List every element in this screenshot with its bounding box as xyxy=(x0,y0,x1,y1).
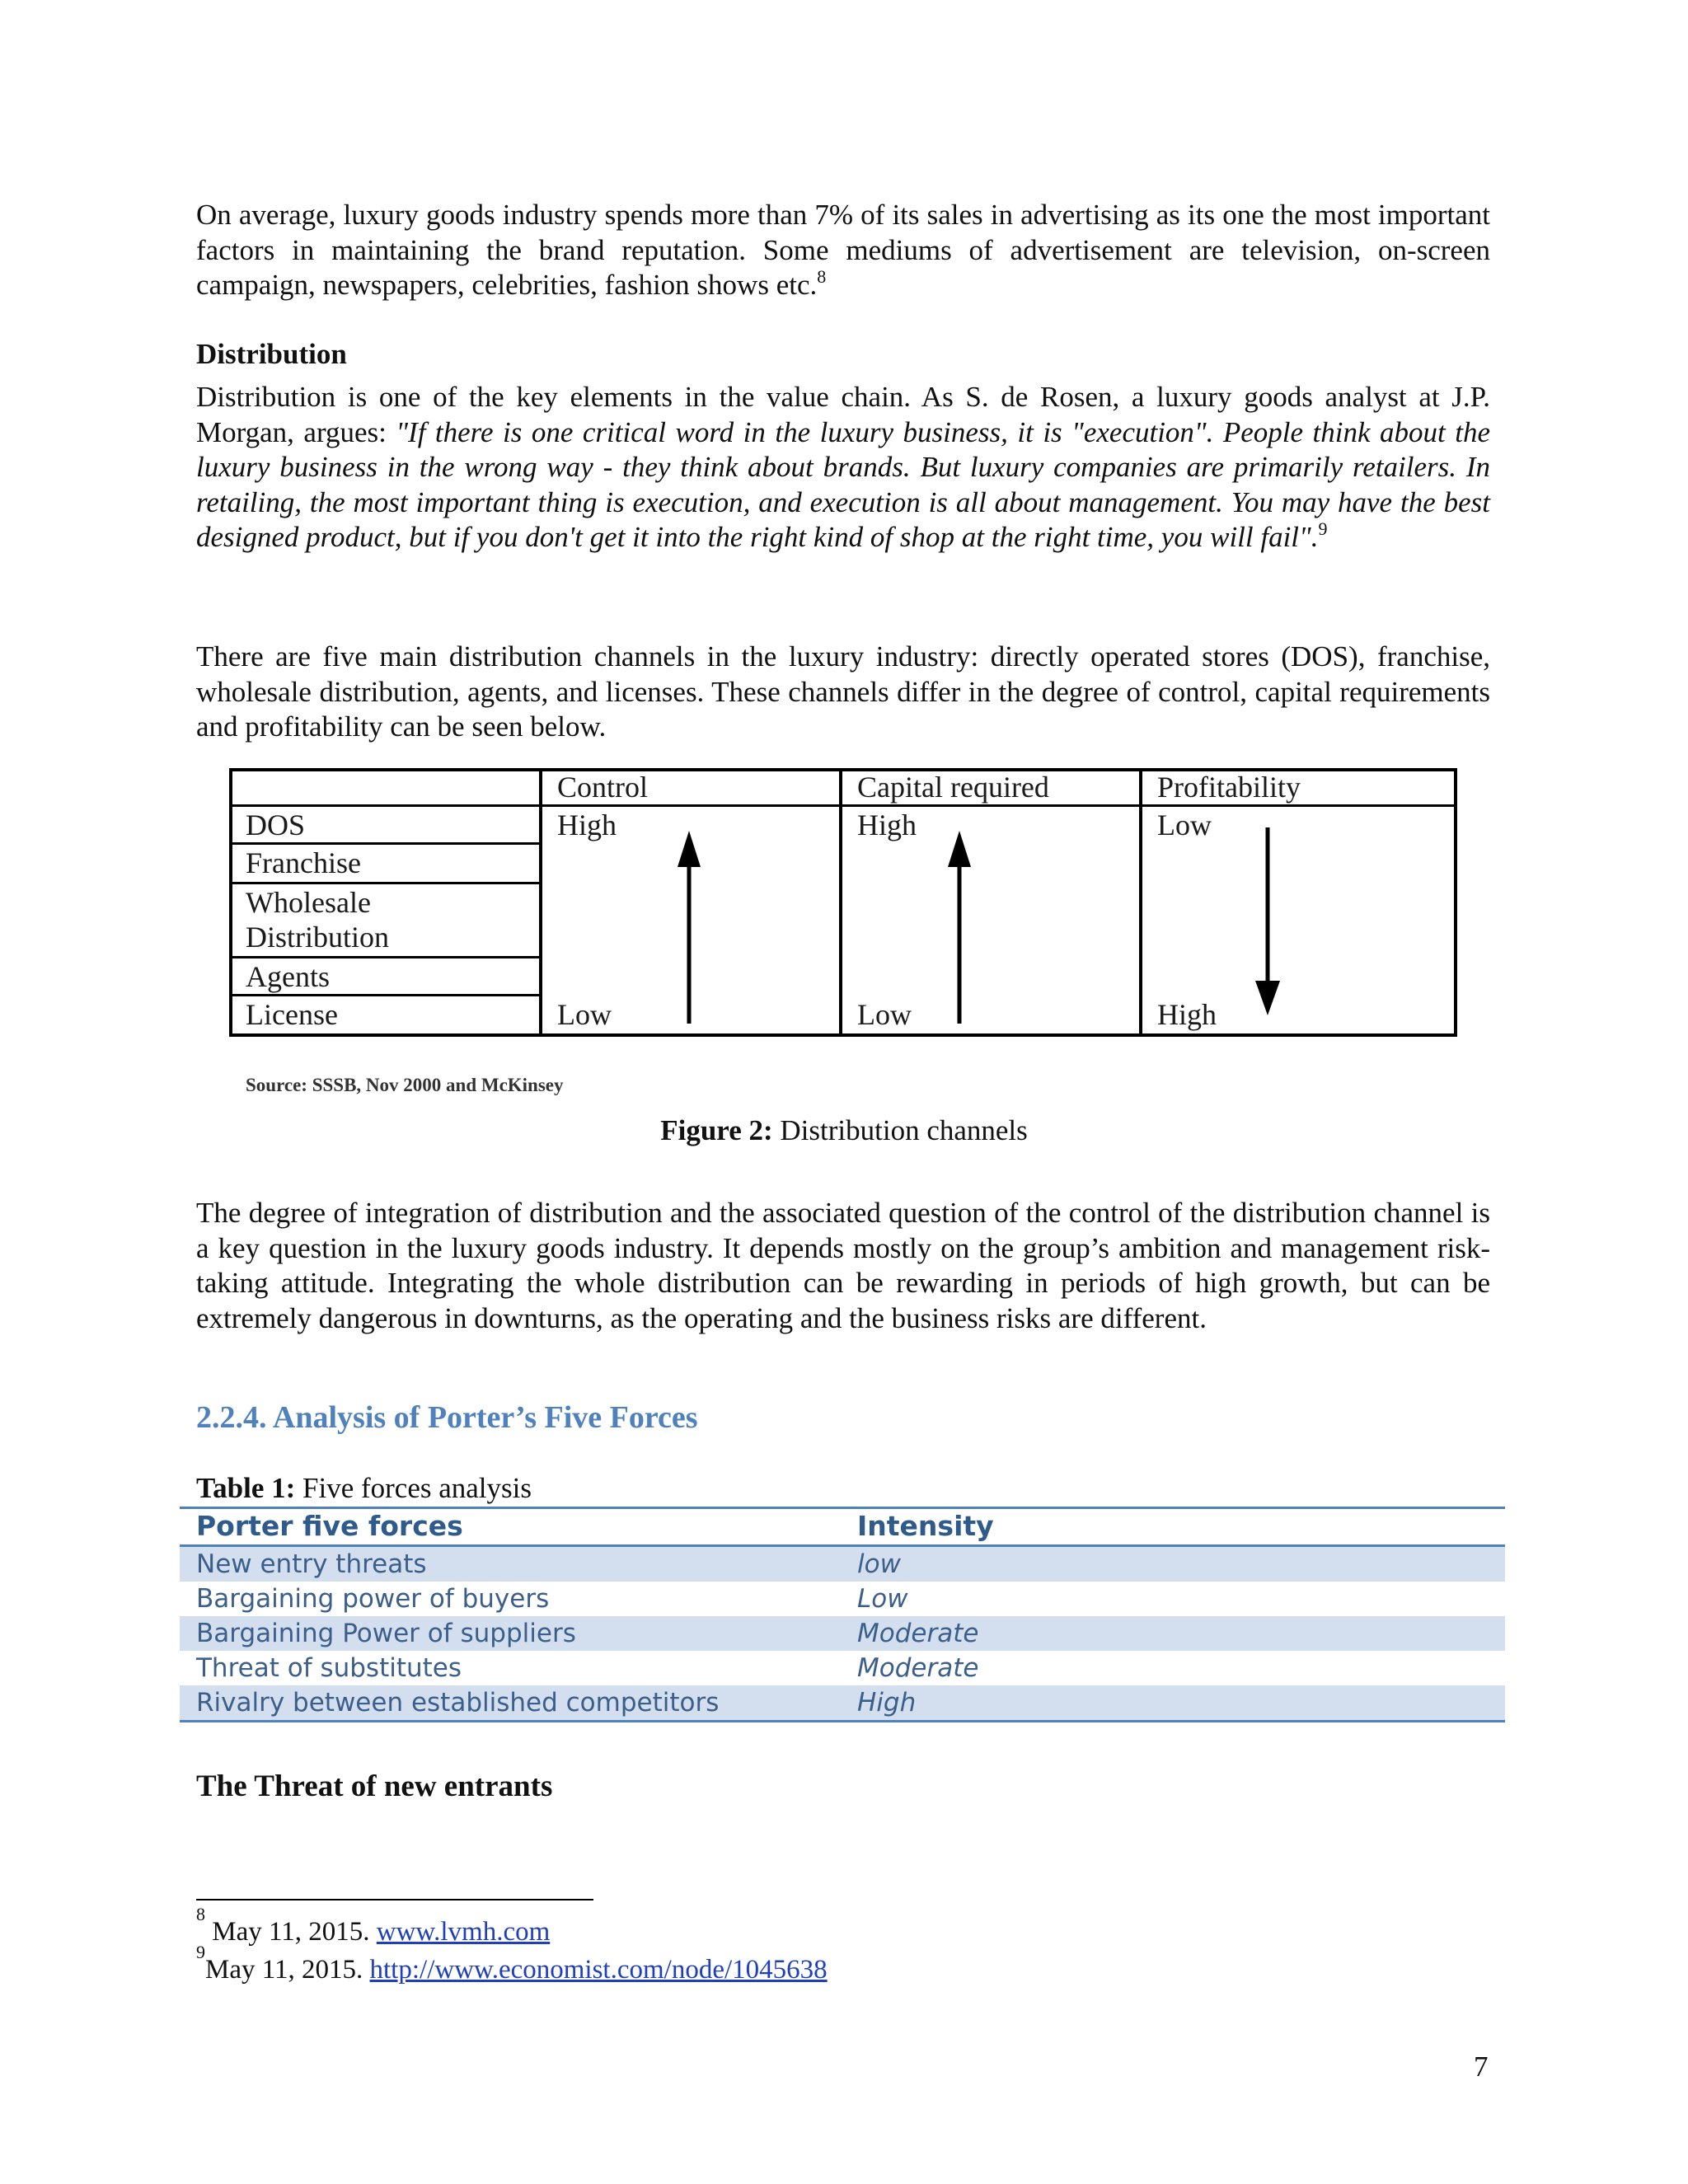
advertising-text: On average, luxury goods industry spends more than 7% of its sales in advertising as its one the most important factors in maintaining the brand reputation. Some mediums of advertisement are television, on-screen campaign, newspapers, celebrities, fashion shows etc. xyxy=(196,199,1490,301)
footnote-number: 8 xyxy=(196,1904,205,1924)
table-row xyxy=(180,1547,1505,1582)
footnote-9 xyxy=(196,1942,828,1985)
header-forces: Porter five forces xyxy=(196,1509,463,1542)
figure-caption-text: Distribution channels xyxy=(772,1114,1028,1146)
channel-franchise: Franchise xyxy=(246,846,361,879)
distribution-heading: Distribution xyxy=(196,338,347,370)
profitability-low: Low xyxy=(1157,808,1212,841)
channel-distribution: Distribution xyxy=(246,921,390,954)
footnote-link[interactable]: www.lvmh.com xyxy=(376,1917,551,1947)
footnote-ref-8[interactable]: 8 xyxy=(817,266,827,287)
force-intensity: Moderate xyxy=(857,1619,979,1648)
five-forces-table xyxy=(180,1507,1505,1718)
channel-wholesale: Wholesale xyxy=(246,886,371,919)
force-name: Bargaining power of buyers xyxy=(196,1584,550,1614)
header-profitability: Profitability xyxy=(1157,771,1301,804)
profitability-high: High xyxy=(1157,998,1217,1031)
header-intensity: Intensity xyxy=(857,1509,994,1542)
page-number: 7 xyxy=(1474,2050,1489,2083)
force-name: New entry threats xyxy=(196,1549,427,1579)
table-header-row xyxy=(180,1507,1505,1544)
force-intensity: High xyxy=(857,1688,917,1718)
capital-low: Low xyxy=(857,998,912,1031)
threat-heading: The Threat of new entrants xyxy=(196,1769,553,1803)
table-title-text: Five forces analysis xyxy=(295,1472,532,1504)
integration-paragraph: The degree of integration of distribution and the associated question of the control of the distribution channel is a key question in the luxury goods industry. It depends mostly on the group’s ambition and management risk-taking attitude. Integrating the whole distribution can be rewarding in periods of high growth, but can be extremely dangerous in downturns, as the operating and the business risks are different. xyxy=(196,1197,1490,1334)
force-name: Threat of substitutes xyxy=(196,1653,462,1683)
figure-source: Source: SSSB, Nov 2000 and McKinsey xyxy=(246,1075,564,1095)
distribution-quote: "If there is one critical word in the luxury business, it is "execution". People think about the luxury business in the wrong way - they think about brands. But luxury companies are primarily retailers. In retailing, the most important thing is execution, and execution is all about management. You may have the best designed product, but if you don't get it into the right kind of shop at the right time, you will fail". xyxy=(196,415,1490,553)
control-low: Low xyxy=(557,998,612,1031)
table-row xyxy=(180,1651,1505,1685)
section-heading: 2.2.4. Analysis of Porter’s Five Forces xyxy=(196,1400,698,1435)
channel-agents: Agents xyxy=(246,960,330,993)
footnote-link[interactable]: http://www.economist.com/node/1045638 xyxy=(369,1955,828,1985)
capital-high: High xyxy=(857,808,917,841)
force-intensity: low xyxy=(857,1549,901,1579)
table-title xyxy=(196,1472,532,1505)
table-bottom-rule xyxy=(180,1720,1505,1722)
footnote-8 xyxy=(196,1904,551,1947)
table-title-label: Table 1: xyxy=(196,1472,296,1504)
arrow-up-icon xyxy=(948,831,971,1024)
footnote-number: 9 xyxy=(196,1942,205,1962)
force-name: Rivalry between established competitors xyxy=(196,1688,720,1718)
force-intensity: Moderate xyxy=(857,1653,979,1683)
header-capital: Capital required xyxy=(857,771,1049,804)
channels-paragraph: There are five main distribution channels in the luxury industry: directly operated stores (DOS), franchise, wholesale distribution, agents, and licenses. These channels differ in the degree of control, capital requirements and profitability can be seen below. xyxy=(196,640,1490,743)
table-row xyxy=(180,1685,1505,1720)
channel-license: License xyxy=(246,998,338,1031)
arrow-up-icon xyxy=(678,831,701,1024)
figure-caption xyxy=(0,1114,1688,1147)
table-row xyxy=(180,1582,1505,1616)
advertising-paragraph xyxy=(196,198,1490,303)
force-name: Bargaining Power of suppliers xyxy=(196,1619,576,1648)
control-high: High xyxy=(557,808,617,841)
trend-arrows xyxy=(229,768,1457,1037)
figure-caption-label: Figure 2: xyxy=(660,1114,773,1146)
distribution-intro: Distribution is one of the key elements in the value chain. As S. de Rosen, a luxury goods analyst at J.P. Morgan, argues: xyxy=(196,381,1490,448)
arrow-down-icon xyxy=(1255,827,1280,1015)
channel-dos: DOS xyxy=(246,808,306,841)
force-intensity: Low xyxy=(857,1584,908,1614)
footnote-text: May 11, 2015. xyxy=(205,1955,370,1985)
distribution-paragraph xyxy=(196,380,1490,555)
table-row xyxy=(180,1616,1505,1651)
footnote-text: May 11, 2015. xyxy=(205,1917,377,1947)
distribution-channels-figure xyxy=(229,768,1457,1037)
footnote-separator xyxy=(196,1899,593,1900)
footnote-ref-9[interactable]: 9 xyxy=(1318,518,1328,539)
header-control: Control xyxy=(557,771,649,804)
